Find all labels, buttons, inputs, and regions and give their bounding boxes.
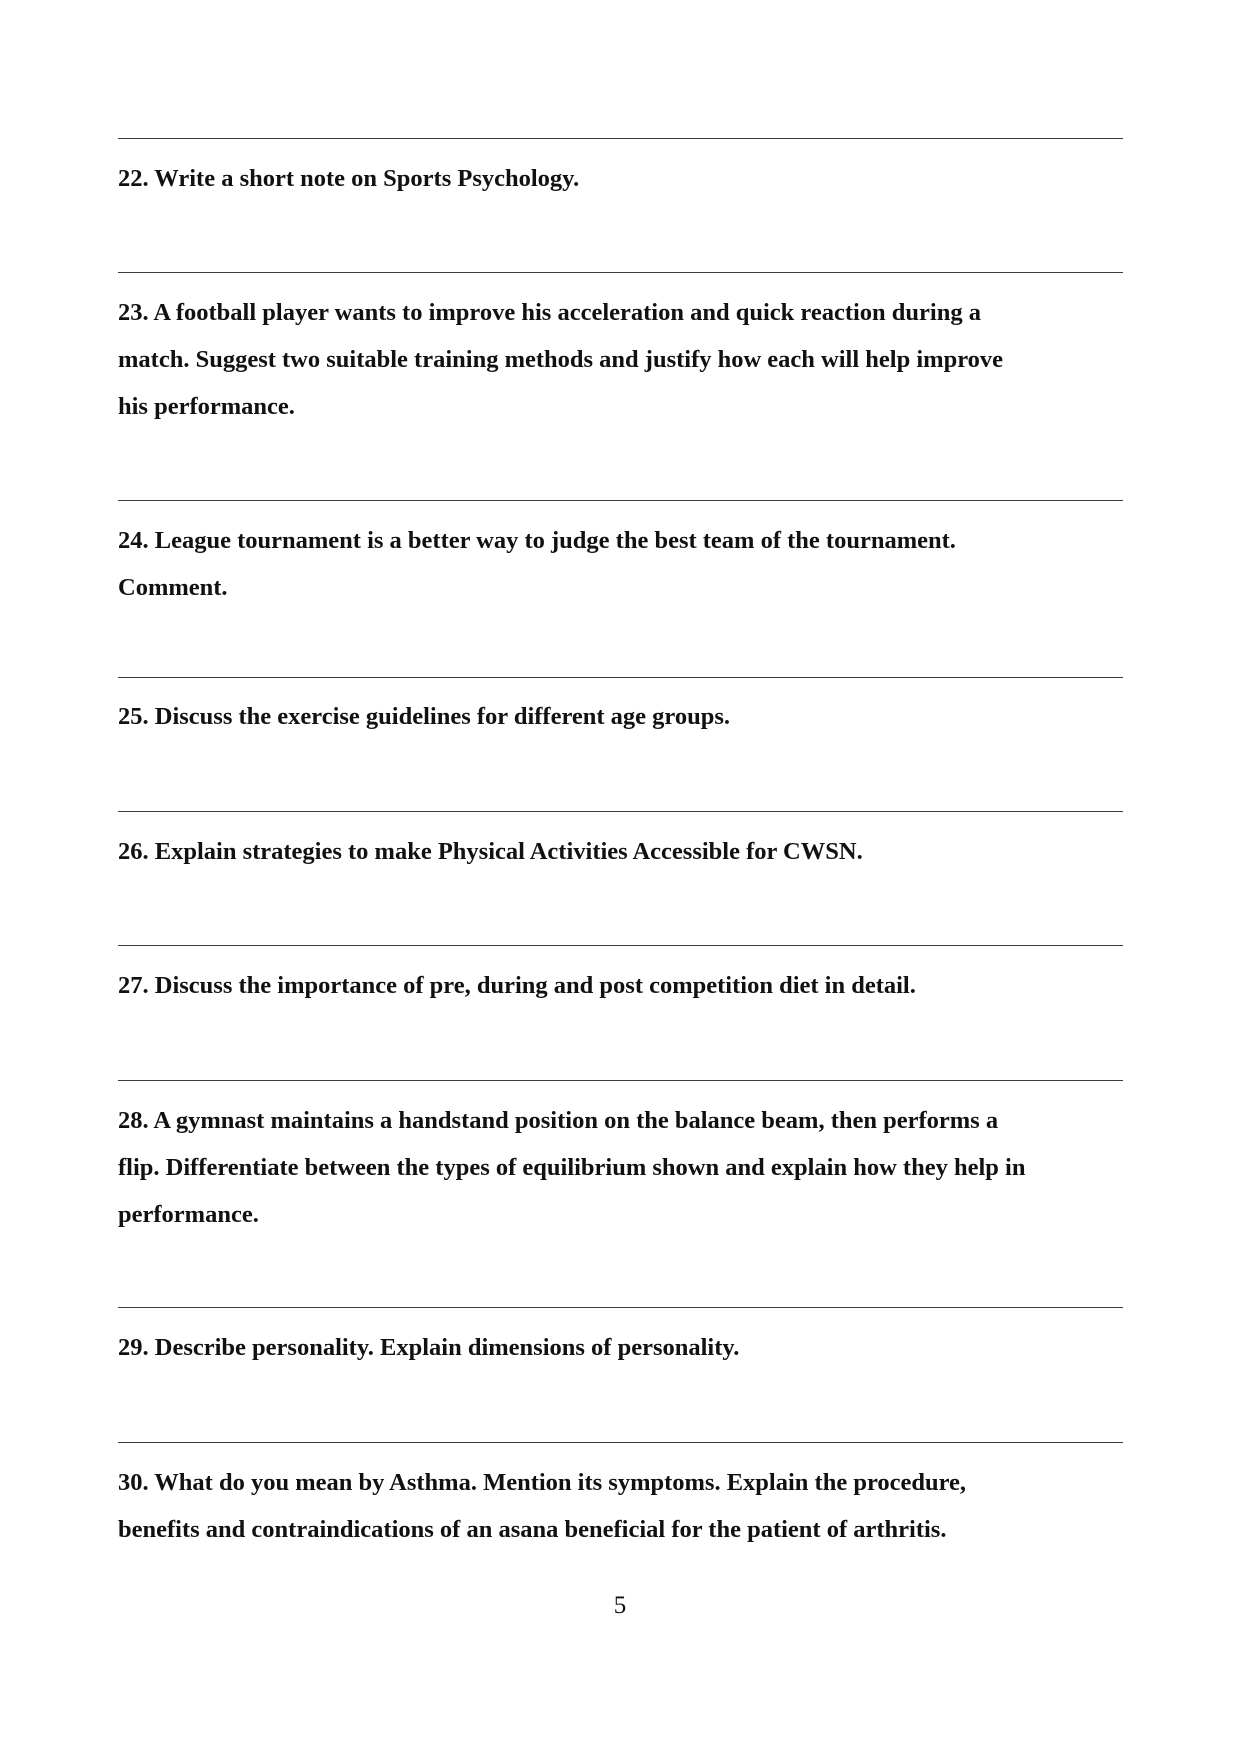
question-27-line-1: 27. Discuss the importance of pre, during and post competition diet in detail. <box>118 972 916 999</box>
question-30-line-2: benefits and contraindications of an asana beneficial for the patient of arthritis. <box>118 1516 947 1543</box>
question-28-line-1: 28. A gymnast maintains a handstand position on the balance beam, then performs a <box>118 1107 999 1134</box>
question-24-line-2: Comment. <box>118 574 228 601</box>
divider <box>118 1307 1123 1308</box>
divider <box>118 677 1123 678</box>
question-29 <box>118 1324 1130 1371</box>
divider <box>118 272 1123 273</box>
divider <box>118 500 1123 501</box>
question-22 <box>118 155 1130 202</box>
question-22-line-1: 22. Write a short note on Sports Psychology. <box>118 165 580 192</box>
question-24 <box>118 517 1130 611</box>
question-25 <box>118 693 1130 740</box>
question-28-line-3: performance. <box>118 1201 259 1228</box>
question-30-line-1: 30. What do you mean by Asthma. Mention its symptoms. Explain the procedure, <box>118 1469 967 1496</box>
page-number: 5 <box>613 1592 627 1619</box>
question-29-line-1: 29. Describe personality. Explain dimensions of personality. <box>118 1334 740 1361</box>
question-28 <box>118 1097 1130 1238</box>
question-27 <box>118 962 1130 1009</box>
question-30 <box>118 1459 1130 1553</box>
question-26-line-1: 26. Explain strategies to make Physical Activities Accessible for CWSN. <box>118 838 863 865</box>
question-26 <box>118 828 1130 875</box>
question-23-line-1: 23. A football player wants to improve his acceleration and quick reaction during a <box>118 299 981 326</box>
question-25-line-1: 25. Discuss the exercise guidelines for different age groups. <box>118 703 731 730</box>
divider <box>118 1442 1123 1443</box>
divider <box>118 811 1123 812</box>
divider <box>118 138 1123 139</box>
question-28-line-2: flip. Differentiate between the types of equilibrium shown and explain how they help in <box>118 1154 1026 1181</box>
question-24-line-1: 24. League tournament is a better way to judge the best team of the tournament. <box>118 527 956 554</box>
question-23-line-3: his performance. <box>118 393 295 420</box>
divider <box>118 945 1123 946</box>
question-23-line-2: match. Suggest two suitable training methods and justify how each will help improve <box>118 346 1004 373</box>
question-23 <box>118 289 1130 430</box>
divider <box>118 1080 1123 1081</box>
